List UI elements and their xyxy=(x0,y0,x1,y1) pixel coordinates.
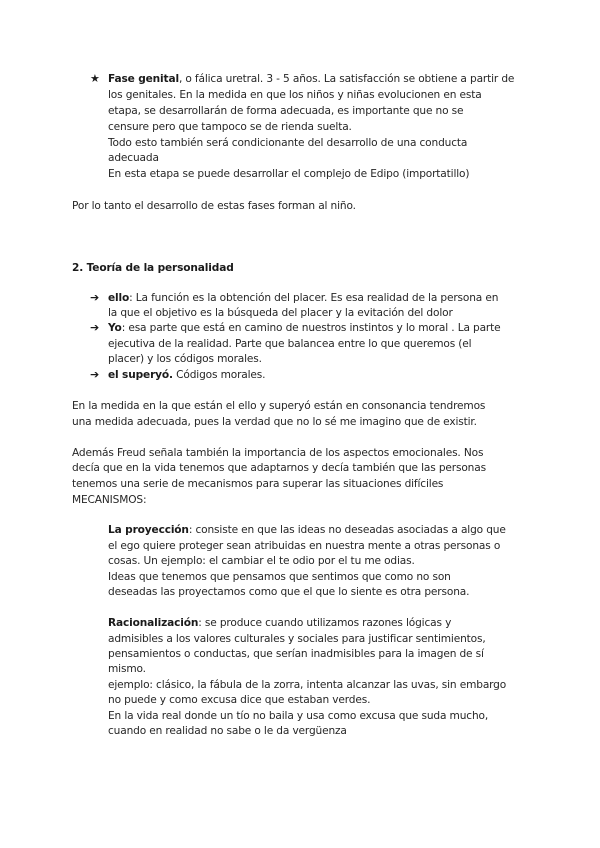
fase-genital-line: adecuada xyxy=(108,152,159,164)
list-item-line: la que el objetivo es la búsqueda del placer y la evitación del dolor xyxy=(108,307,453,319)
racionalizacion-line: admisibles a los valores culturales y sociales para justificar sentimientos, xyxy=(108,633,486,645)
list-item-text: Códigos morales. xyxy=(172,369,266,381)
fase-genital-line: etapa, se desarrollarán de forma adecuada, es importante que no se xyxy=(108,105,464,117)
star-bullet-icon: ★ xyxy=(90,72,100,85)
fase-genital-line: Todo esto también será condicionante del desarrollo de una conducta xyxy=(108,137,468,149)
list-item-ello xyxy=(108,290,498,306)
arrow-bullet-icon: ➔ xyxy=(90,291,100,304)
racionalizacion-line: cuando en realidad no sabe o le da vergüenza xyxy=(108,725,347,737)
list-item-term: el superyó. xyxy=(108,369,173,381)
racionalizacion-term: Racionalización xyxy=(108,617,199,629)
proyeccion-line: cosas. Un ejemplo: el cambiar el te odio por el tu me odias. xyxy=(108,555,415,567)
racionalizacion-text: : se produce cuando utilizamos razones lógicas y xyxy=(198,617,452,629)
list-item-text: : esa parte que está en camino de nuestros instintos y lo moral . La parte xyxy=(121,322,501,334)
paragraph-line: decía que en la vida tenemos que adaptarnos y decía también que las personas xyxy=(72,462,486,474)
proyeccion-line-1 xyxy=(108,522,506,538)
list-item-text: : La función es la obtención del placer. Es esa realidad de la persona en xyxy=(129,292,499,304)
paragraph-line: Además Freud señala también la importancia de los aspectos emocionales. Nos xyxy=(72,447,484,459)
paragraph-line: una medida adecuada, pues la verdad que no lo sé me imagino que de existir. xyxy=(72,416,477,428)
fase-genital-term: Fase genital xyxy=(108,73,179,85)
racionalizacion-line: ejemplo: clásico, la fábula de la zorra, intenta alcanzar las uvas, sin embargo xyxy=(108,679,507,691)
proyeccion-line: el ego quiere proteger sean atribuidas en nuestra mente a otras personas o xyxy=(108,540,501,552)
list-item-line: placer) y los códigos morales. xyxy=(108,353,262,365)
list-item-term: ello xyxy=(108,292,130,304)
fase-genital-text: , o fálica uretral. 3 - 5 años. La satisfacción se obtiene a partir de xyxy=(178,73,515,85)
racionalizacion-line: En la vida real donde un tío no baila y usa como excusa que suda mucho, xyxy=(108,710,489,722)
fase-genital-line: los genitales. En la medida en que los niños y niñas evolucionen en esta xyxy=(108,89,482,101)
fase-genital-line: censure pero que tampoco se de rienda suelta. xyxy=(108,121,352,133)
paragraph-line: MECANISMOS: xyxy=(72,494,147,506)
proyeccion-line: Ideas que tenemos que pensamos que sentimos que como no son xyxy=(108,571,451,583)
section-heading-text: 2. Teoría de la personalidad xyxy=(72,262,234,274)
list-item-line: ejecutiva de la realidad. Parte que balancea entre lo que queremos (el xyxy=(108,338,472,350)
proyeccion-text: : consiste en que las ideas no deseadas asociadas a algo que xyxy=(188,524,506,536)
list-item-yo xyxy=(108,320,501,336)
racionalizacion-line-1 xyxy=(108,615,451,631)
paragraph-line: tenemos una serie de mecanismos para superar las situaciones difíciles xyxy=(72,478,444,490)
racionalizacion-line: mismo. xyxy=(108,663,146,675)
proyeccion-term: La proyección xyxy=(108,524,189,536)
arrow-bullet-icon: ➔ xyxy=(90,368,100,381)
section-heading xyxy=(72,260,234,276)
list-item-superyo xyxy=(108,367,265,383)
proyeccion-line: deseadas las proyectamos como que el que lo siente es otra persona. xyxy=(108,586,470,598)
arrow-bullet-icon: ➔ xyxy=(90,321,100,334)
fase-genital-line-1 xyxy=(108,71,514,87)
fase-genital-line: En esta etapa se puede desarrollar el complejo de Edipo (importatillo) xyxy=(108,168,470,180)
racionalizacion-line: pensamientos o conductas, que serían inadmisibles para la imagen de sí xyxy=(108,648,484,660)
racionalizacion-line: no puede y como excusa dice que estaban verdes. xyxy=(108,694,371,706)
list-item-term: Yo xyxy=(108,322,122,334)
paragraph-line: En la medida en la que están el ello y superyó están en consonancia tendremos xyxy=(72,400,486,412)
conclusion-paragraph: Por lo tanto el desarrollo de estas fases forman al niño. xyxy=(72,200,356,212)
